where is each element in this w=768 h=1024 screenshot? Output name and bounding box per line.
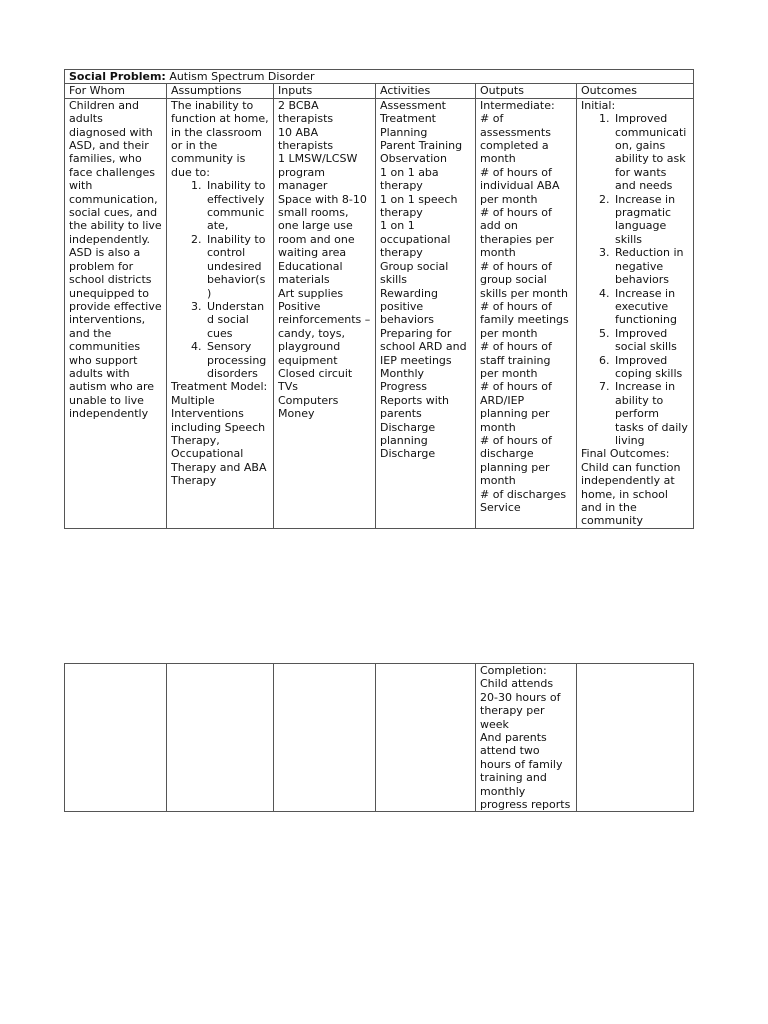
- assumptions-cell: [167, 98, 274, 528]
- list-item: 1 on 1 aba therapy: [380, 165, 439, 193]
- logic-model-table-continued: [64, 663, 694, 812]
- social-problem-label: Social Problem:: [69, 70, 166, 83]
- outcomes-cell: [577, 98, 694, 528]
- list-item: Space with 8-10 small rooms, one large use room and one waiting area: [278, 192, 367, 260]
- list-item: Parent Training: [380, 139, 463, 153]
- list-item: 1. Improved communication, gains ability to ask for wants and needs: [613, 112, 689, 192]
- list-item: 5. Improved social skills: [613, 327, 689, 354]
- list-item: And parents attend two hours of family training and monthly progress reports: [480, 731, 571, 812]
- list-item: 3. Reduction in negative behaviors: [613, 246, 689, 286]
- header-row: [65, 84, 694, 98]
- list-item: Group social skills: [380, 259, 449, 287]
- list-item: 4. Sensory processing disorders: [205, 340, 269, 380]
- header-activities: Activities: [376, 84, 476, 98]
- list-item: 2. Increase in pragmatic language skills: [613, 193, 689, 247]
- list-item: Positive reinforcements – candy, toys, playground equipment: [278, 299, 371, 367]
- for-whom-cell: Children and adults diagnosed with ASD, and their families, who face challenges with communication, social cues, and the ability to live independently. ASD is also a problem for school districts unequipped to provide effective interventions, and the communities who support adults with autism who are unable to live independently: [65, 98, 167, 528]
- list-item: Monthly Progress Reports with parents: [380, 366, 450, 421]
- header-assumptions: Assumptions: [167, 84, 274, 98]
- list-item: Observation: [380, 152, 447, 166]
- list-item: Computers: [278, 393, 339, 407]
- list-item: # of hours of discharge planning per month: [480, 433, 552, 488]
- list-item: 10 ABA therapists: [278, 125, 334, 153]
- list-item: 1 on 1 occupational therapy: [380, 219, 451, 260]
- list-item: # of hours of group social skills per month: [480, 259, 568, 300]
- list-item: 4. Increase in executive functioning: [613, 287, 689, 327]
- assumptions-intro: The inability to function at home, in the classroom or in the community is due to:: [171, 98, 269, 179]
- list-item: Assessment: [380, 98, 446, 112]
- list-item: Service: [480, 501, 521, 514]
- empty-cell: [577, 664, 694, 812]
- logic-model-table: [64, 69, 694, 529]
- list-item: Treatment Planning: [380, 112, 436, 139]
- list-item: 1 LMSW/LCSW program manager: [278, 152, 358, 193]
- list-item: 2. Inability to control undesired behavior(s): [205, 233, 269, 300]
- outcomes-list: [581, 112, 689, 447]
- list-item: Discharge planning: [380, 420, 436, 447]
- outcomes-initial-label: Initial:: [581, 98, 616, 112]
- header-outputs: Outputs: [476, 84, 577, 98]
- completion-outputs-cell: [476, 664, 577, 812]
- list-item: # of hours of add on therapies per month: [480, 206, 554, 260]
- list-item: 6. Improved coping skills: [613, 354, 689, 381]
- list-item: 2 BCBA therapists: [278, 98, 334, 126]
- social-problem-row: [65, 70, 694, 84]
- treatment-model: Treatment Model: Multiple Interventions including Speech Therapy, Occupational Therapy and ABA Therapy: [171, 380, 268, 488]
- list-item: Preparing for school ARD and IEP meetings: [380, 326, 467, 367]
- final-outcomes-label: Final Outcomes:: [581, 447, 670, 461]
- list-item: Money: [278, 407, 315, 421]
- header-outcomes: Outcomes: [577, 84, 694, 98]
- list-item: Art supplies: [278, 286, 344, 300]
- list-item: Rewarding positive behaviors: [380, 286, 438, 327]
- assumptions-list: [171, 179, 269, 380]
- empty-cell: [274, 664, 376, 812]
- list-item: # of discharges: [480, 487, 567, 501]
- header-for-whom: For Whom: [65, 84, 167, 98]
- list-item: # of hours of ARD/IEP planning per month: [480, 380, 552, 434]
- list-item: 1. Inability to effectively communicate,: [205, 179, 269, 233]
- list-item: 3. Understand social cues: [205, 300, 269, 340]
- list-item: Intermediate:: [480, 98, 555, 112]
- header-inputs: Inputs: [274, 84, 376, 98]
- empty-cell: [167, 664, 274, 812]
- inputs-cell: [274, 98, 376, 528]
- list-item: Educational materials: [278, 259, 343, 287]
- outputs-cell: [476, 98, 577, 528]
- empty-cell: [376, 664, 476, 812]
- list-item: # of hours of individual ABA per month: [480, 165, 560, 206]
- list-item: Completion:: [480, 664, 547, 677]
- list-item: Discharge: [380, 447, 436, 461]
- list-item: Closed circuit TVs: [278, 366, 353, 394]
- list-item: 7. Increase in ability to perform tasks of daily living: [613, 380, 689, 447]
- list-item: # of hours of staff training per month: [480, 340, 552, 380]
- final-outcomes-text: Child can function independently at home, in school and in the community: [581, 460, 681, 528]
- empty-cell: [65, 664, 167, 812]
- list-item: # of hours of family meetings per month: [480, 299, 569, 340]
- list-item: Child attends 20-30 hours of therapy per week: [480, 677, 561, 731]
- list-item: # of assessments completed a month: [480, 112, 551, 166]
- social-problem-value: Autism Spectrum Disorder: [169, 70, 315, 83]
- activities-cell: [376, 98, 476, 528]
- list-item: 1 on 1 speech therapy: [380, 192, 458, 220]
